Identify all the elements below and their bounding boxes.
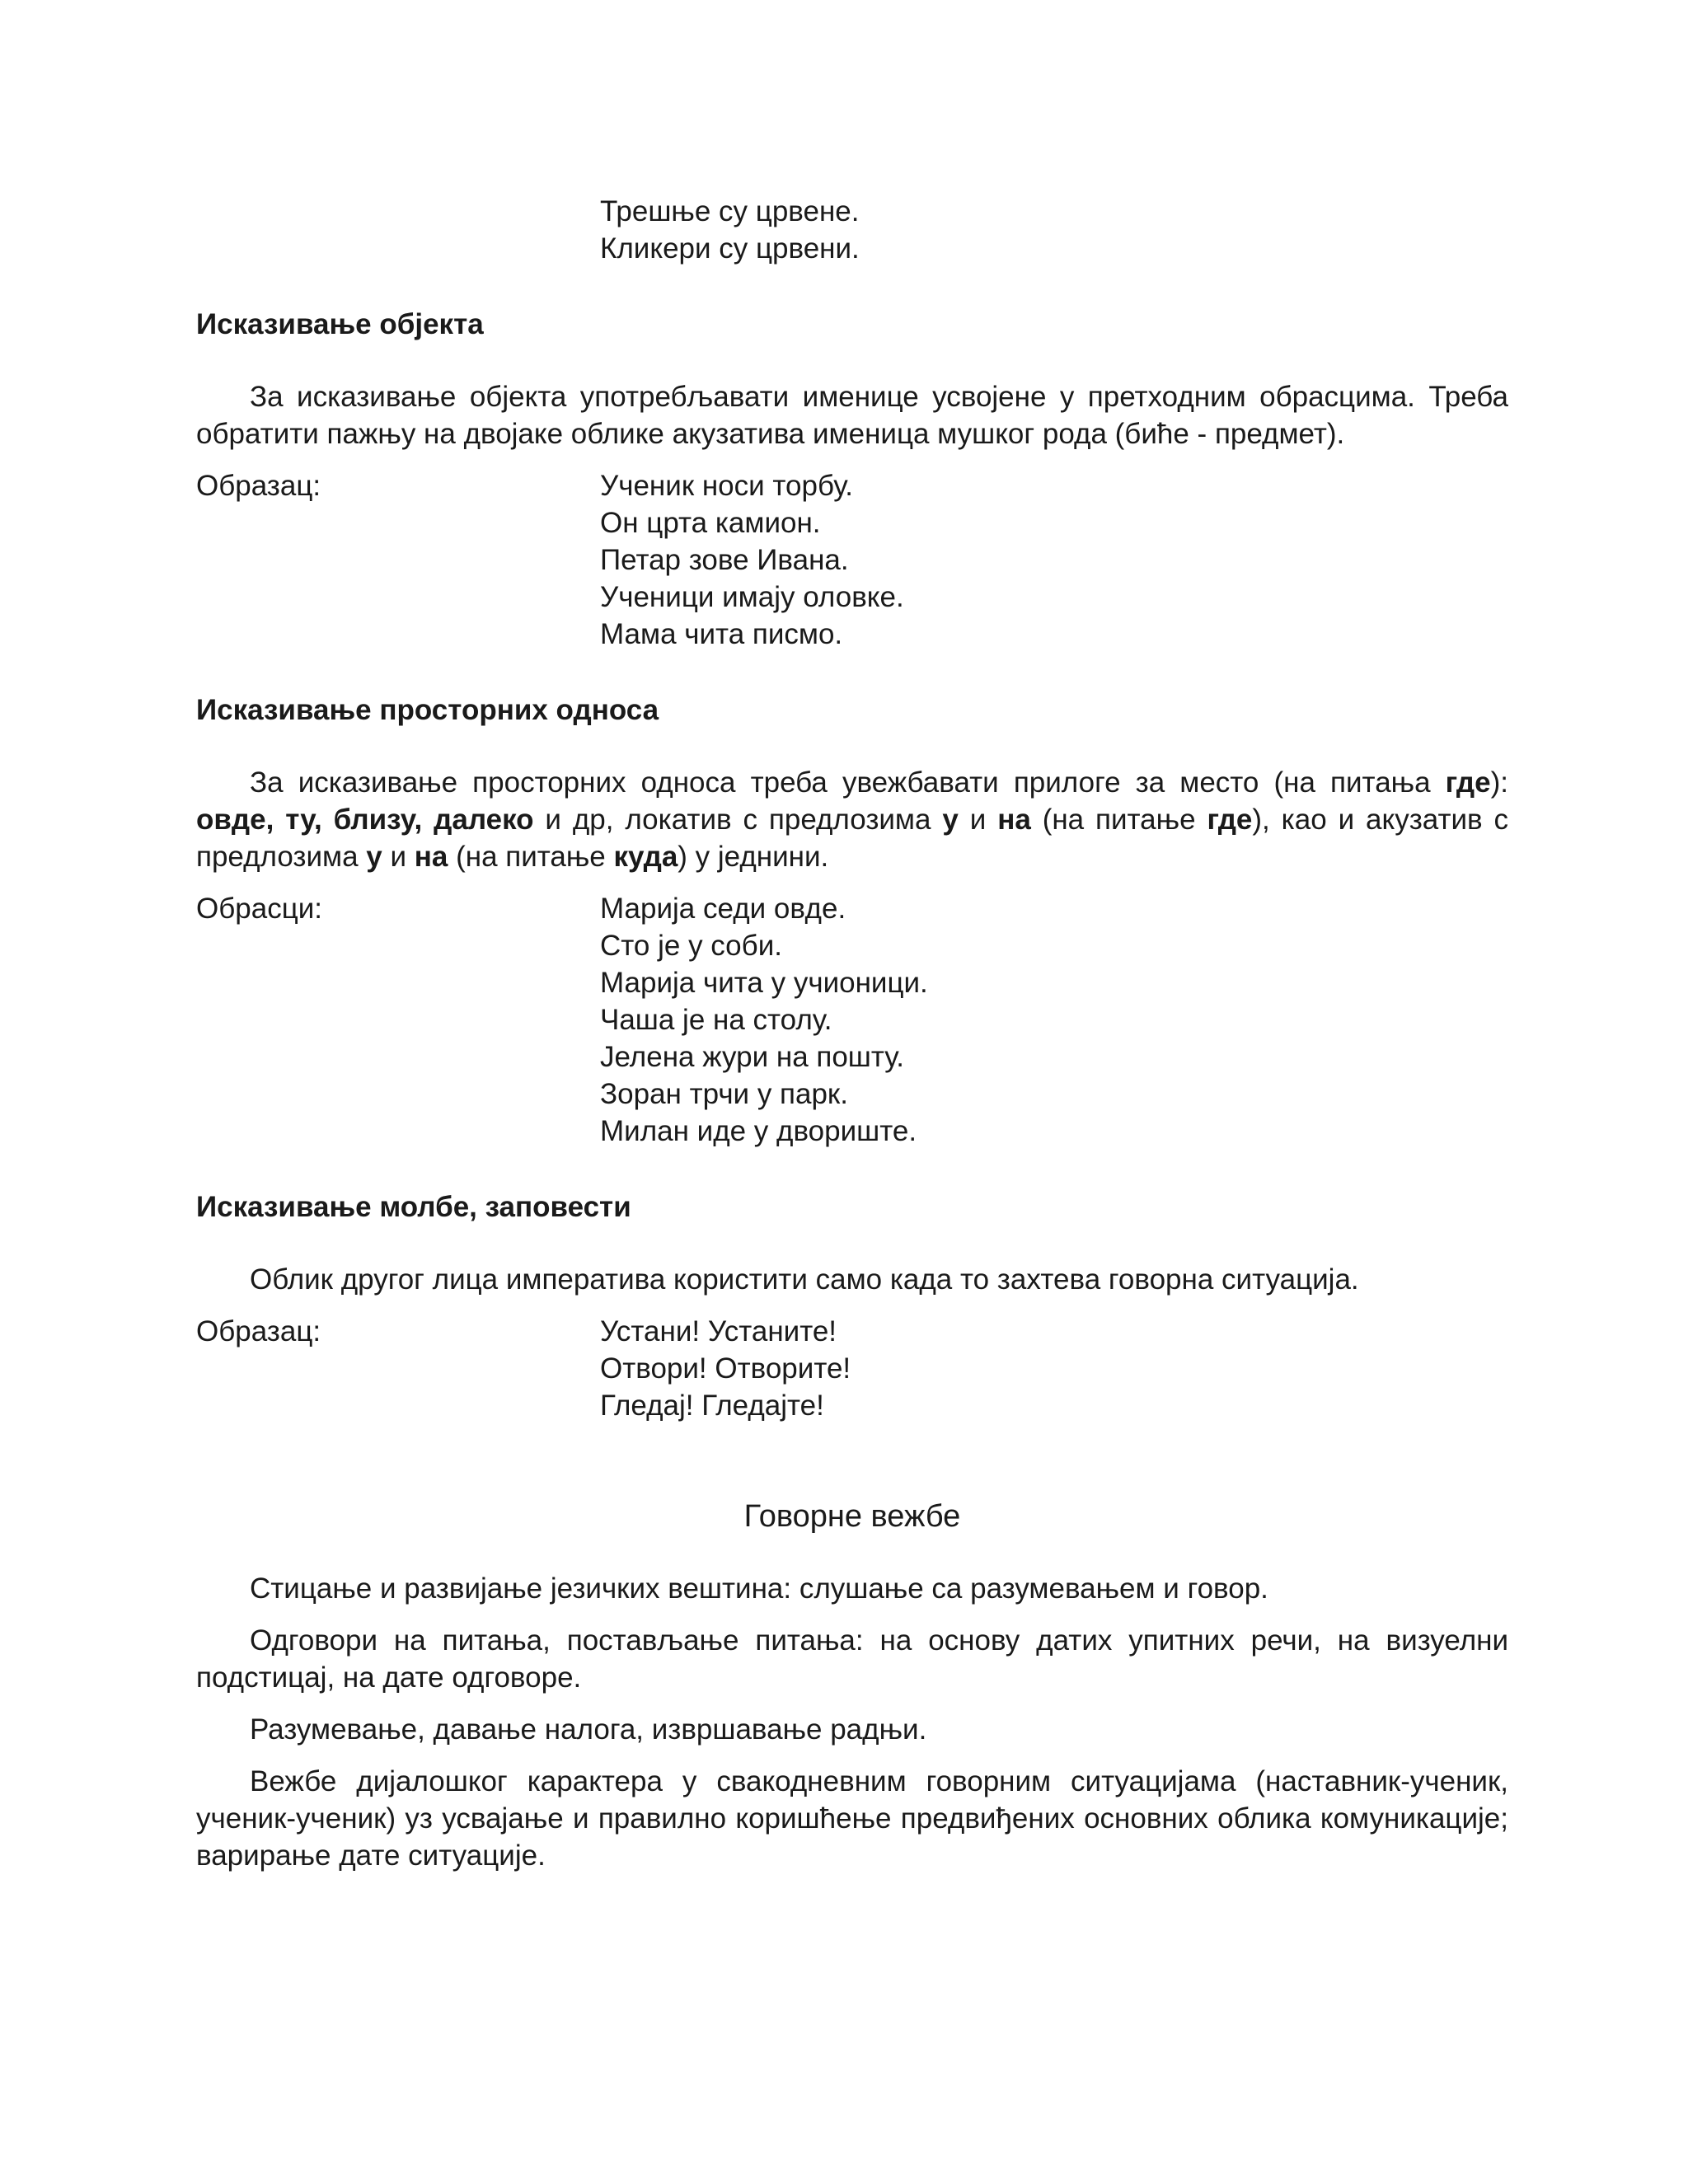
- section-heading-request: Исказивање молбе, заповести: [196, 1191, 631, 1223]
- section-heading-space: Исказивање просторних односа: [196, 694, 659, 726]
- example-label: Образац:: [196, 1315, 321, 1347]
- speech-paragraph: Разумевање, давање налога, извршавање радњи.: [250, 1713, 927, 1746]
- example-block-request: [196, 1313, 1508, 1424]
- example-label: Образац:: [196, 470, 321, 502]
- example-line: Кликери су црвени.: [600, 232, 860, 265]
- document-page: [196, 193, 1508, 1874]
- example-list: [600, 1313, 851, 1424]
- example-list: [600, 467, 904, 653]
- example-label: Обрасци:: [196, 893, 323, 925]
- example-line: Чаша је на столу.: [600, 1004, 832, 1036]
- paragraph-request: Облик другог лица императива користити само када то захтева говорна ситуација.: [250, 1263, 1359, 1296]
- example-line: Зоран трчи у парк.: [600, 1078, 848, 1110]
- paragraph-object: За исказивање објекта употребљавати именице усвојене у претходним обрасцима. Треба обратити пажњу на двојаке облике акузатива именица мушког рода (биће - предмет).: [196, 381, 1508, 450]
- example-line: Марија седи овде.: [600, 893, 846, 925]
- example-line: Гледај! Гледајте!: [600, 1390, 824, 1422]
- example-line: Петар зове Ивана.: [600, 544, 849, 576]
- example-line: Мама чита писмо.: [600, 618, 843, 650]
- speech-paragraph: Стицање и развијање језичких вештина: слушање са разумевањем и говор.: [250, 1572, 1268, 1605]
- example-block-space: [196, 890, 1508, 1150]
- example-line: Трешње су црвене.: [600, 195, 860, 227]
- example-line: Јелена жури на пошту.: [600, 1041, 905, 1073]
- example-block-object: [196, 467, 1508, 653]
- paragraph-space: За исказивање просторних односа треба увежбавати прилоге за место (на питања где): овде, ту, близу, далеко и др, локатив с предлозима у и на (на питање где), као и акузатив с предлозима у и на (на питање куда) у једнини.: [196, 766, 1509, 873]
- example-list: [600, 890, 928, 1150]
- section-heading-object: Исказивање објекта: [196, 308, 484, 340]
- section-title-speech: Говорне вежбе: [743, 1499, 961, 1534]
- example-line: Милан иде у двориште.: [600, 1115, 917, 1147]
- speech-paragraph: Вежбе дијалошког карактера у свакодневним говорним ситуацијама (наставник-ученик, ученик-ученик) уз усвајање и правилно коришћење предвиђених основних облика комуникације; варирање дате ситуације.: [196, 1765, 1508, 1872]
- speech-paragraph: Одговори на питања, постављање питања: на основу датих упитних речи, на визуелни подстицај, на дате одговоре.: [196, 1624, 1508, 1694]
- intro-examples: [600, 193, 1508, 267]
- example-line: Ученик носи торбу.: [600, 470, 853, 502]
- example-line: Сто је у соби.: [600, 930, 782, 962]
- example-line: Ученици имају оловке.: [600, 581, 904, 613]
- example-line: Отвори! Отворите!: [600, 1352, 851, 1385]
- example-line: Устани! Устаните!: [600, 1315, 837, 1347]
- example-line: Марија чита у учионици.: [600, 967, 928, 999]
- example-line: Он црта камион.: [600, 507, 821, 539]
